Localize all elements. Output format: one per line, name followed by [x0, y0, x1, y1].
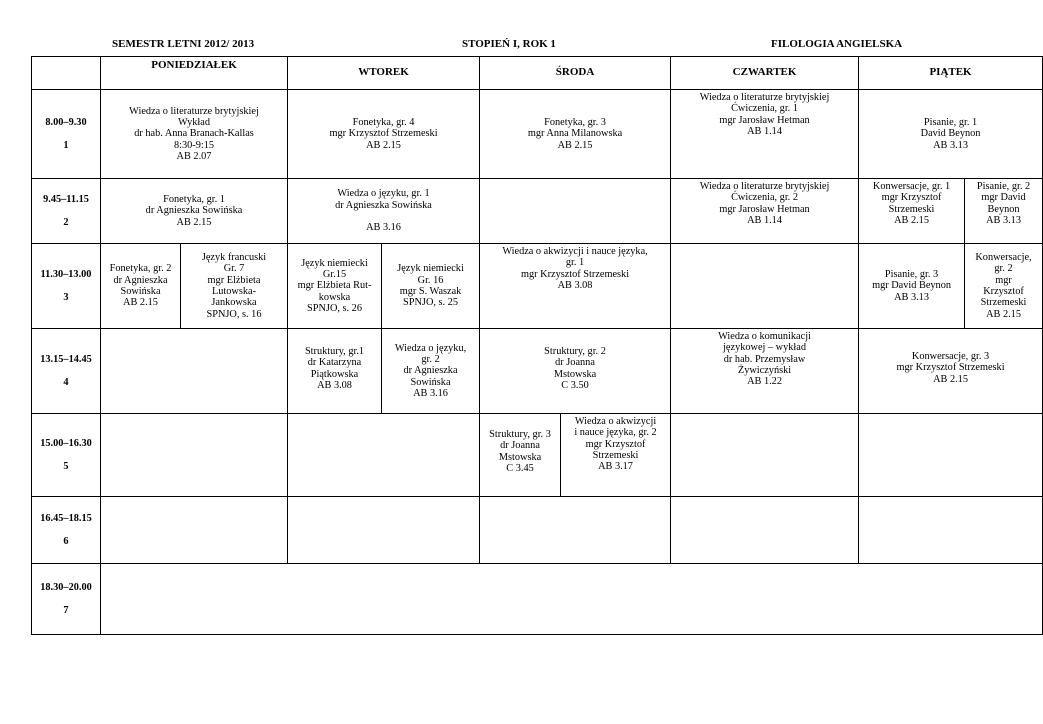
time-slot-7: 18.30–20.00 7 — [32, 564, 101, 635]
empty-cell — [671, 244, 859, 329]
corner-cell — [32, 57, 101, 90]
slot-row-7 — [32, 564, 1043, 635]
empty-cell — [859, 414, 1043, 497]
slot-row-6 — [32, 497, 1043, 564]
class-cell: Struktury, gr.1 dr Katarzyna Piątkowska AB 3.08 — [288, 329, 382, 414]
class-cell: Fonetyka, gr. 4 mgr Krzysztof Strzemeski AB 2.15 — [288, 90, 480, 179]
class-cell: Język francuski Gr. 7 mgr Elżbieta Lutowska- Jankowska SPNJO, s. 16 — [181, 244, 288, 329]
class-cell: Wiedza o języku, gr. 2 dr Agnieszka Sowińska AB 3.16 — [382, 329, 480, 414]
field-title: FILOLOGIA ANGIELSKA — [771, 38, 903, 50]
class-cell: Fonetyka, gr. 3 mgr Anna Milanowska AB 2.15 — [480, 90, 671, 179]
class-cell: Fonetyka, gr. 2 dr Agnieszka Sowińska AB 2.15 — [101, 244, 181, 329]
slot-row-3 — [32, 244, 1043, 329]
schedule-table — [31, 56, 1043, 635]
time-slot-4: 13.15–14.45 4 — [32, 329, 101, 414]
empty-cell — [859, 497, 1043, 564]
class-cell: Wiedza o akwizycji i nauce języka, gr. 1 mgr Krzysztof Strzemeski AB 3.08 — [480, 244, 671, 329]
time-slot-6: 16.45–18.15 6 — [32, 497, 101, 564]
empty-cell — [101, 329, 288, 414]
empty-cell — [288, 414, 480, 497]
time-slot-1: 8.00–9.30 1 — [32, 90, 101, 179]
class-cell: Język niemiecki Gr. 16 mgr S. Waszak SPNJO, s. 25 — [382, 244, 480, 329]
empty-cell — [288, 497, 480, 564]
class-cell: Struktury, gr. 2 dr Joanna Mstowska C 3.50 — [480, 329, 671, 414]
empty-cell — [101, 564, 1043, 635]
class-cell: Konwersacje, gr. 1 mgr Krzysztof Strzemeski AB 2.15 — [859, 179, 965, 244]
day-header-thursday: CZWARTEK — [671, 57, 859, 90]
empty-cell — [480, 497, 671, 564]
slot-row-2 — [32, 179, 1043, 244]
header-row — [32, 57, 1043, 90]
time-slot-3: 11.30–13.00 3 — [32, 244, 101, 329]
class-cell: Wiedza o literaturze brytyjskiej Ćwiczenia, gr. 1 mgr Jarosław Hetman AB 1.14 — [671, 90, 859, 179]
level-title: STOPIEŃ I, ROK 1 — [462, 38, 556, 50]
time-slot-5: 15.00–16.30 5 — [32, 414, 101, 497]
class-cell: Wiedza o literaturze brytyjskiej Ćwiczenia, gr. 2 mgr Jarosław Hetman AB 1.14 — [671, 179, 859, 244]
empty-cell — [101, 414, 288, 497]
empty-cell — [671, 497, 859, 564]
class-cell: Wiedza o języku, gr. 1 dr Agnieszka Sowińska AB 3.16 — [288, 179, 480, 244]
slot-row-4 — [32, 329, 1043, 414]
class-cell: Wiedza o literaturze brytyjskiej Wykład dr hab. Anna Branach-Kallas 8:30-9:15 AB 2.07 — [101, 90, 288, 179]
class-cell: Konwersacje, gr. 2 mgr Krzysztof Strzemeski AB 2.15 — [965, 244, 1043, 329]
semester-title: SEMESTR LETNI 2012/ 2013 — [112, 38, 255, 50]
time-slot-2: 9.45–11.15 2 — [32, 179, 101, 244]
day-header-monday: PONIEDZIAŁEK — [101, 57, 288, 90]
class-cell: Pisanie, gr. 2 mgr David Beynon AB 3.13 — [965, 179, 1043, 244]
day-header-wednesday: ŚRODA — [480, 57, 671, 90]
day-header-tuesday: WTOREK — [288, 57, 480, 90]
slot-row-1 — [32, 90, 1043, 179]
slot-row-5 — [32, 414, 1043, 497]
class-cell: Struktury, gr. 3 dr Joanna Mstowska C 3.45 — [480, 414, 561, 497]
class-cell: Konwersacje, gr. 3 mgr Krzysztof Strzemeski AB 2.15 — [859, 329, 1043, 414]
class-cell: Wiedza o akwizycji i nauce języka, gr. 2 mgr Krzysztof Strzemeski AB 3.17 — [561, 414, 671, 497]
class-cell: Wiedza o komunikacji językowej – wykład dr hab. Przemysław Żywiczyński AB 1.22 — [671, 329, 859, 414]
empty-cell — [101, 497, 288, 564]
class-cell: Pisanie, gr. 3 mgr David Beynon AB 3.13 — [859, 244, 965, 329]
empty-cell — [480, 179, 671, 244]
class-cell: Język niemiecki Gr.15 mgr Elżbieta Rut- kowska SPNJO, s. 26 — [288, 244, 382, 329]
class-cell: Fonetyka, gr. 1 dr Agnieszka Sowińska AB 2.15 — [101, 179, 288, 244]
empty-cell — [671, 414, 859, 497]
class-cell: Pisanie, gr. 1 David Beynon AB 3.13 — [859, 90, 1043, 179]
day-header-friday: PIĄTEK — [859, 57, 1043, 90]
